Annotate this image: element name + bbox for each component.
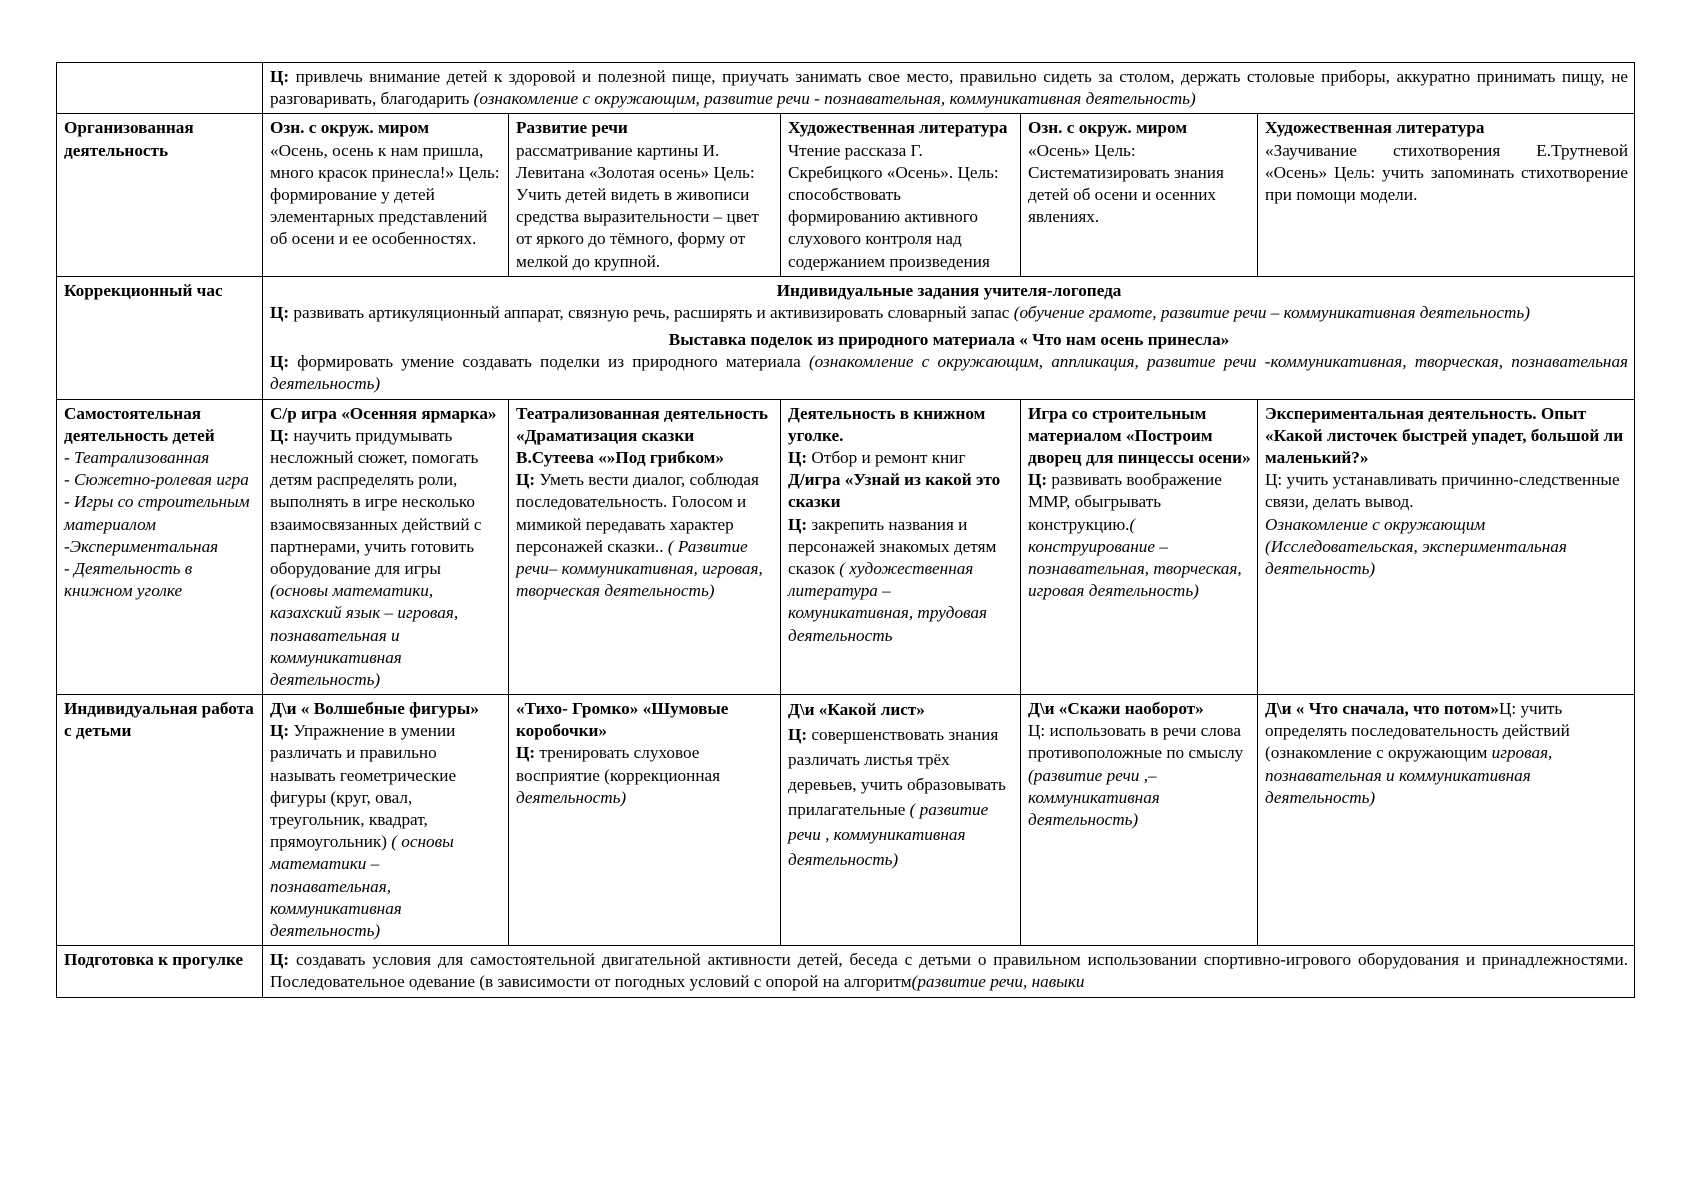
table-row-independent-activity (57, 399, 1635, 694)
goal-text: учить устанавливать причинно-следственные связи, делать вывод. (1265, 470, 1620, 512)
cell-title: Д\и « Волшебные фигуры» (270, 699, 479, 719)
goal-marker: Ц: (270, 302, 290, 322)
rowhead-item: - Сюжетно-ролевая игра (64, 470, 249, 490)
cell-title: Озн. с окруж. миром (270, 118, 430, 138)
cell-individual-2 (509, 695, 781, 946)
goal-marker: Ц: (270, 950, 290, 970)
goal-marker: Ц: (516, 743, 536, 763)
rowhead-item: - Игры со строительным материалом (64, 492, 250, 534)
cell-organized-2 (509, 114, 781, 276)
goal-text: научить придумывать несложный сюжет, помогать детям распределять роли, выполнять в игре несколько взаимосвязанных действий с партнерами, учить готовить оборудование для игры (270, 425, 482, 578)
goal-areas: ( художественная литература – комуникативная, трудовая деятельность (788, 558, 987, 645)
cell-title: Д\и «Скажи наоборот» (1028, 699, 1204, 719)
goal-areas: ( основы математики – познавательная, коммуникативная деятельность) (270, 832, 454, 940)
goal-text: Отбор и ремонт книг (807, 448, 966, 467)
goal-marker: Ц: (516, 470, 536, 490)
cell-individual-1 (263, 695, 509, 946)
rowhead-organized-activity: Организованная деятельность (57, 114, 263, 276)
cell-organized-3 (781, 114, 1021, 276)
goal-areas: Ознакомление с окружающим (Исследовательская, экспериментальная деятельность) (1265, 514, 1567, 578)
goal-areas: (обучение грамоте, развитие речи – коммуникативная деятельность) (1013, 302, 1530, 322)
cell-title: Озн. с окруж. миром (1028, 118, 1188, 138)
cell-meal-goal-label (57, 63, 263, 114)
goal-areas: (ознакомление с окружающим, аппликация, развитие речи -коммуникативная, творческая, познавательная деятельность) (270, 352, 1629, 394)
goal-text: развивать воображение ММР, обыгрывать конструкцию. (1028, 470, 1222, 534)
cell-title: Игра со строительным материалом «Построим дворец для пинцессы осени» (1028, 403, 1251, 467)
goal-areas: ( конструирование – познавательная, творческая, игровая деятельность) (1028, 514, 1242, 601)
cell-independent-3 (781, 399, 1021, 694)
goal-marker: Ц: (270, 67, 290, 86)
cell-title: Д\и «Какой лист» (788, 700, 925, 720)
goal-text: совершенствовать знания различать листья трёх деревьев, учить образовывать прилагательные (788, 725, 1006, 819)
goal-marker: Ц: (1498, 699, 1517, 719)
rowhead-item: - Деятельность в книжном уголке (64, 558, 193, 601)
cell-independent-2 (509, 399, 781, 694)
cell-title: Художественная литература (788, 118, 1008, 138)
goal-marker: Ц: (1028, 721, 1046, 741)
cell-title: Театрализованная деятельность «Драматизация сказки В.Сутеева «»Под грибком» (516, 403, 769, 467)
table-row-correction-hour (57, 276, 1635, 399)
cell-title: Д\и « Что сначала, что потом» (1265, 699, 1499, 719)
cell-individual-4 (1021, 695, 1258, 946)
goal-text: создавать условия для самостоятельной двигательной активности детей, беседа с детьми о правильном использовании спортивно-игрового оборудования и принадлежностями. Последовательное одевание (в зависимости от погодных условий с опорой на алгоритм (270, 950, 1629, 992)
cell-individual-5 (1258, 695, 1635, 946)
goal-text: Упражнение в умении различать и правильно называть геометрические фигуры (круг, овал, треугольник, квадрат, прямоугольник) (270, 721, 457, 852)
cell-title: Художественная литература (1265, 118, 1485, 138)
cell-independent-5 (1258, 399, 1635, 694)
rowhead-independent-activity (57, 399, 263, 694)
goal-text: Уметь вести диалог, соблюдая последовательность. Голосом и мимикой передавать характер персонажей сказки.. (516, 470, 759, 556)
cell-body: рассматривание картины И. Левитана «Золотая осень» Цель: Учить детей видеть в живописи средства выразительности – цвет от яркого до тёмного, форму от мелкой до крупной. (516, 140, 759, 271)
goal-text: привлечь внимание детей к здоровой и полезной пище, приучать занимать свое место, правильно сидеть за столом, держать столовые приборы, аккуратно принимать пищу, не разговаривать, благодарить (270, 67, 1629, 109)
goal-areas: (основы математики, казахский язык – игровая, познавательная и коммуникативная деятельность) (270, 581, 459, 689)
cell-organized-4 (1021, 114, 1258, 276)
goal-marker: Ц: (270, 721, 290, 741)
goal-areas: (развитие речи, навыки (911, 972, 1085, 992)
cell-organized-5 (1258, 114, 1635, 276)
rowhead-correction-hour: Коррекционный час (57, 276, 263, 399)
correction-heading-2: Выставка поделок из природного материала « Что нам осень принесла» (668, 330, 1230, 350)
goal-text: формировать умение создавать поделки из природного материала (289, 352, 809, 372)
cell-body: «Заучивание стихотворения Е.Трутневой «Осень» Цель: учить запоминать стихотворение при помощи модели. (1265, 140, 1629, 204)
cell-title: Развитие речи (516, 118, 628, 138)
goal-marker: Ц: (1028, 470, 1048, 490)
goal-marker: Ц: (270, 352, 290, 372)
rowhead-walk-preparation: Подготовка к прогулке (57, 946, 263, 997)
cell-body: Чтение рассказа Г. Скребицкого «Осень». Цель: способствовать формированию активного слухового контроля над содержанием произведения (788, 140, 999, 271)
goal-areas: (ознакомление с окружающим, развитие речи - познавательная, коммуникативная деятельность) (473, 89, 1196, 109)
cell-title: «Тихо- Громко» «Шумовые коробочки» (516, 699, 729, 741)
goal-text-2: закрепить названия и персонажей знакомых детям сказок (788, 514, 997, 578)
goal-areas: ( Развитие речи– коммуникативная, игровая, творческая деятельность) (516, 536, 763, 601)
rowhead-title: Самостоятельная деятельность детей (64, 403, 215, 445)
plan-sheet (56, 62, 1634, 998)
cell-walk-preparation-text (263, 946, 1635, 997)
cell-individual-3 (781, 695, 1021, 946)
goal-text: использовать в речи слова противоположные по смыслу (1028, 721, 1244, 763)
cell-independent-4 (1021, 399, 1258, 694)
cell-correction-hour-content (263, 276, 1635, 399)
rowhead-item: -Экспериментальная (64, 536, 219, 556)
goal-text: учить определять последовательность действий (ознакомление с окружающим (1265, 699, 1570, 763)
table-row-meal-goal (57, 63, 1635, 114)
goal-areas: игровая, познавательная и коммуникативная деятельность) (1265, 743, 1553, 807)
cell-title: Деятельность в книжном уголке. (788, 403, 986, 445)
cell-title: Экспериментальная деятельность. Опыт «Какой листочек быстрей упадет, большой ли маленький?» (1265, 403, 1624, 467)
daily-plan-table (56, 62, 1635, 998)
goal-marker: Ц: (788, 725, 808, 744)
goal-marker: Ц: (788, 448, 808, 467)
rowhead-individual-work: Индивидуальная работа с детьми (57, 695, 263, 946)
goal-areas: деятельность) (516, 787, 627, 807)
table-row-walk-preparation (57, 946, 1635, 997)
table-row-organized-activity (57, 114, 1635, 276)
goal-marker: Ц: (1265, 470, 1283, 490)
goal-areas: ( развитие речи , коммуникативная деятельность) (788, 799, 989, 869)
goal-areas: (развитие речи ,– коммуникативная деятельность) (1028, 765, 1160, 829)
table-row-individual-work (57, 695, 1635, 946)
cell-body: «Осень, осень к нам пришла, много красок принесла!» Цель: формирование у детей элементарных представлений об осени и ее особенностях. (270, 140, 500, 249)
rowhead-item: - Театрализованная (64, 448, 210, 467)
correction-paragraph-2 (270, 351, 1628, 395)
goal-marker-2: Ц: (788, 514, 808, 534)
cell-organized-1 (263, 114, 509, 276)
cell-body: «Осень» Цель: Систематизировать знания детей об осени и осенних явлениях. (1028, 140, 1224, 227)
goal-text: тренировать слуховое восприятие (коррекционная (516, 743, 721, 785)
cell-meal-goal-text (263, 63, 1635, 114)
cell-subtitle: Д/игра «Узнай из какой это сказки (788, 470, 1001, 512)
goal-text: развивать артикуляционный аппарат, связную речь, расширять и активизировать словарный запас (289, 302, 1014, 322)
goal-marker: Ц: (270, 425, 290, 445)
correction-paragraph-1 (270, 302, 1628, 324)
correction-heading-1: Индивидуальные задания учителя-логопеда (776, 280, 1122, 300)
cell-independent-1 (263, 399, 509, 694)
cell-title: С/р игра «Осенняя ярмарка» (270, 403, 497, 423)
